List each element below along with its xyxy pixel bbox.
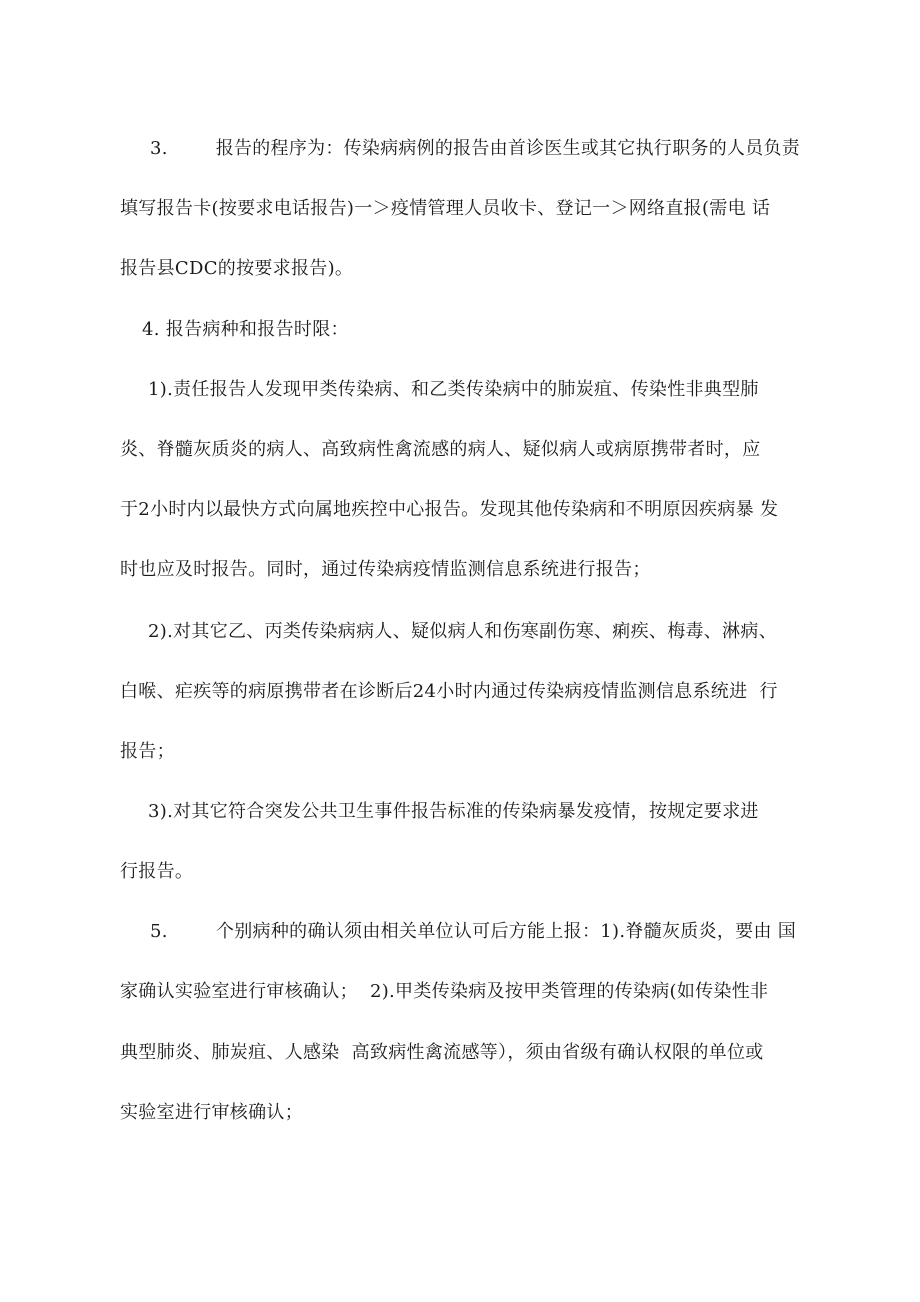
item-2-line-3: 报告； xyxy=(120,741,175,762)
item-1-line-3: 于2小时内以最快方式向属地疾控中心报告。发现其他传染病和不明原因疾病暴 发 xyxy=(120,499,779,520)
paragraph-5-line-3: 典型肺炎、肺炭疽、人感染 高致病性禽流感等），须由省级有确认权限的单位或 xyxy=(120,1042,764,1063)
paragraph-5-line-1: 5. 个别病种的确认须由相关单位认可后方能上报：1).脊髓灰质炎，要由 国 xyxy=(150,921,797,942)
item-2-line-2: 白喉、疟疾等的病原携带者在诊断后24小时内通过传染病疫情监测信息系统进 行 xyxy=(120,681,778,702)
paragraph-3-line-1: 3. 报告的程序为：传染病病例的报告由首诊医生或其它执行职务的人员负责 xyxy=(150,138,800,159)
item-1-line-1: 1).责任报告人发现甲类传染病、和乙类传染病中的肺炭疽、传染性非典型肺 xyxy=(148,379,759,400)
paragraph-3-line-2: 填写报告卡(按要求电话报告)一＞疫情管理人员收卡、登记一＞网络直报(需电 话 xyxy=(120,198,771,219)
item-3-line-2: 行报告。 xyxy=(120,861,194,882)
section-4-heading: 4. 报告病种和报告时限： xyxy=(142,319,349,340)
item-1-line-2: 炎、脊髓灰质炎的病人、高致病性禽流感的病人、疑似病人或病原携带者时，应 xyxy=(120,439,761,460)
paragraph-5-line-4: 实验室进行审核确认； xyxy=(120,1102,303,1123)
item-1-line-4: 时也应及时报告。同时，通过传染病疫情监测信息系统进行报告； xyxy=(120,559,651,580)
item-2-line-1: 2).对其它乙、丙类传染病病人、疑似病人和伤寒副伤寒、痢疾、梅毒、淋病、 xyxy=(148,621,777,642)
item-3-line-1: 3).对其它符合突发公共卫生事件报告标准的传染病暴发疫情，按规定要求进 xyxy=(148,801,759,822)
paragraph-5-line-2: 家确认实验室进行审核确认； 2).甲类传染病及按甲类管理的传染病(如传染性非 xyxy=(120,981,769,1002)
paragraph-3-line-3: 报告县CDC的按要求报告)。 xyxy=(120,258,354,279)
